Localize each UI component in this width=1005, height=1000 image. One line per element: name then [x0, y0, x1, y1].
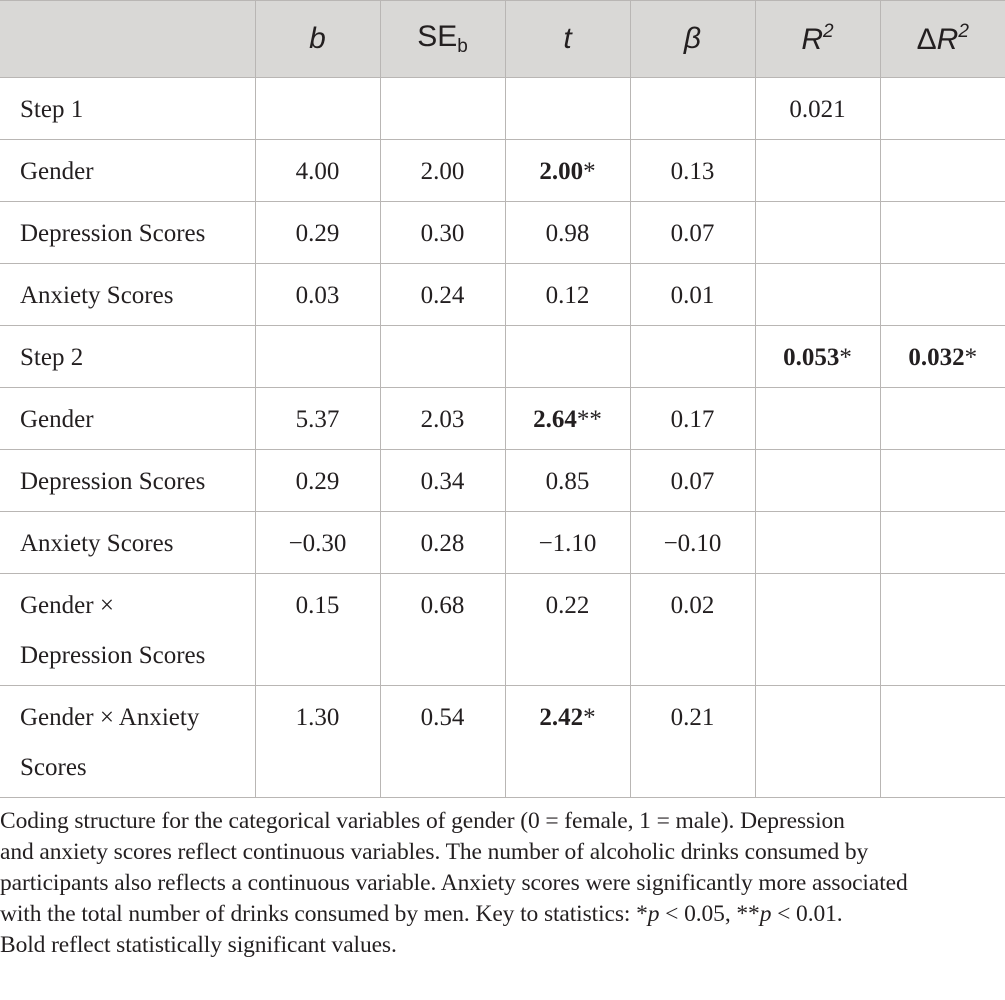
cell-se	[380, 78, 505, 140]
footnote-line: and anxiety scores reflect continuous variables. The number of alcoholic drinks consumed by	[0, 839, 869, 865]
table-row	[0, 574, 1005, 686]
cell-r2: 0.021	[755, 78, 880, 140]
cell-beta: 0.02	[630, 574, 755, 686]
header-se: $SE_b$	[380, 1, 505, 78]
table-header-row	[0, 1, 1005, 78]
row-label	[0, 574, 255, 686]
cell-b: 5.37	[255, 388, 380, 450]
row-label	[0, 686, 255, 798]
cell-beta: 0.13	[630, 140, 755, 202]
cell-delta-r2	[880, 264, 1005, 326]
significance-star: *	[839, 344, 852, 371]
row-label: Step 1	[0, 78, 255, 140]
cell-beta: −0.10	[630, 512, 755, 574]
cell-t	[505, 686, 630, 798]
table-row	[0, 140, 1005, 202]
cell-se: 0.54	[380, 686, 505, 798]
cell-delta-r2	[880, 326, 1005, 388]
table-row	[0, 202, 1005, 264]
row-label: Anxiety Scores	[0, 264, 255, 326]
cell-delta-r2	[880, 202, 1005, 264]
table-row	[0, 686, 1005, 798]
table-row	[0, 78, 1005, 140]
cell-t: −1.10	[505, 512, 630, 574]
significance-star: *	[964, 344, 978, 371]
footnote-line: Coding structure for the categorical variables of gender (0 = female, 1 = male). Depression	[0, 808, 845, 834]
header-t: t	[505, 1, 630, 78]
cell-delta-r2	[880, 512, 1005, 574]
cell-b	[255, 78, 380, 140]
header-b: b	[255, 1, 380, 78]
cell-b: 0.15	[255, 574, 380, 686]
row-label: Anxiety Scores	[0, 512, 255, 574]
cell-r2	[755, 326, 880, 388]
header-delta-r2: $\Delta R^2$	[880, 1, 1005, 78]
row-label: Step 2	[0, 326, 255, 388]
significant-value: 2.00	[539, 158, 584, 185]
cell-b: 1.30	[255, 686, 380, 798]
significant-value: 2.42	[539, 704, 584, 731]
footnote-line: with the total number of drinks consumed by men. Key to statistics: *p < 0.05, **p < 0.01.	[0, 901, 843, 927]
significance-star: *	[583, 158, 596, 185]
cell-delta-r2	[880, 574, 1005, 686]
significant-value: 2.64	[533, 406, 577, 433]
cell-t: 0.22	[505, 574, 630, 686]
cell-t: 0.12	[505, 264, 630, 326]
cell-b	[255, 326, 380, 388]
cell-t	[505, 140, 630, 202]
cell-t	[505, 326, 630, 388]
cell-beta	[630, 326, 755, 388]
cell-r2	[755, 264, 880, 326]
cell-b: −0.30	[255, 512, 380, 574]
cell-r2	[755, 574, 880, 686]
cell-b: 0.03	[255, 264, 380, 326]
cell-b: 0.29	[255, 450, 380, 512]
table-row	[0, 450, 1005, 512]
cell-r2	[755, 686, 880, 798]
cell-beta: 0.07	[630, 450, 755, 512]
header-beta: β	[630, 1, 755, 78]
header-r2: $R^2$	[755, 1, 880, 78]
cell-r2	[755, 202, 880, 264]
cell-se: 0.30	[380, 202, 505, 264]
row-label: Gender	[0, 388, 255, 450]
cell-beta: 0.21	[630, 686, 755, 798]
cell-se: 0.28	[380, 512, 505, 574]
cell-delta-r2	[880, 450, 1005, 512]
table-row	[0, 264, 1005, 326]
row-label: Depression Scores	[0, 450, 255, 512]
cell-se: 2.03	[380, 388, 505, 450]
cell-t: 0.98	[505, 202, 630, 264]
cell-b: 4.00	[255, 140, 380, 202]
table-row	[0, 326, 1005, 388]
row-label: Depression Scores	[0, 202, 255, 264]
footnote-line: participants also reflects a continuous variable. Anxiety scores were significantly more associated	[0, 870, 908, 896]
cell-delta-r2	[880, 140, 1005, 202]
cell-se: 0.68	[380, 574, 505, 686]
row-label-line: Scores	[20, 754, 87, 781]
cell-beta: 0.01	[630, 264, 755, 326]
footnote-line: Bold reflect statistically significant values.	[0, 932, 397, 958]
cell-delta-r2	[880, 686, 1005, 798]
row-label-line: Gender × Anxiety	[20, 704, 200, 731]
cell-r2	[755, 388, 880, 450]
table-row	[0, 512, 1005, 574]
row-label-line: Gender ×	[20, 592, 114, 619]
significance-star: *	[583, 704, 596, 731]
cell-b: 0.29	[255, 202, 380, 264]
row-label: Gender	[0, 140, 255, 202]
header-blank-cell	[0, 1, 255, 78]
significant-value: 0.032	[908, 344, 965, 371]
significance-star: **	[576, 406, 602, 433]
cell-t: 0.85	[505, 450, 630, 512]
cell-beta: 0.07	[630, 202, 755, 264]
cell-delta-r2	[880, 78, 1005, 140]
cell-se: 0.24	[380, 264, 505, 326]
table-footnote	[0, 806, 1003, 961]
cell-t	[505, 388, 630, 450]
cell-r2	[755, 512, 880, 574]
cell-beta	[630, 78, 755, 140]
significant-value: 0.053	[783, 344, 840, 371]
cell-se	[380, 326, 505, 388]
row-label-line: Depression Scores	[20, 642, 206, 669]
cell-se: 0.34	[380, 450, 505, 512]
cell-se: 2.00	[380, 140, 505, 202]
cell-r2	[755, 140, 880, 202]
cell-beta: 0.17	[630, 388, 755, 450]
cell-r2	[755, 450, 880, 512]
cell-delta-r2	[880, 388, 1005, 450]
cell-t	[505, 78, 630, 140]
table-row	[0, 388, 1005, 450]
